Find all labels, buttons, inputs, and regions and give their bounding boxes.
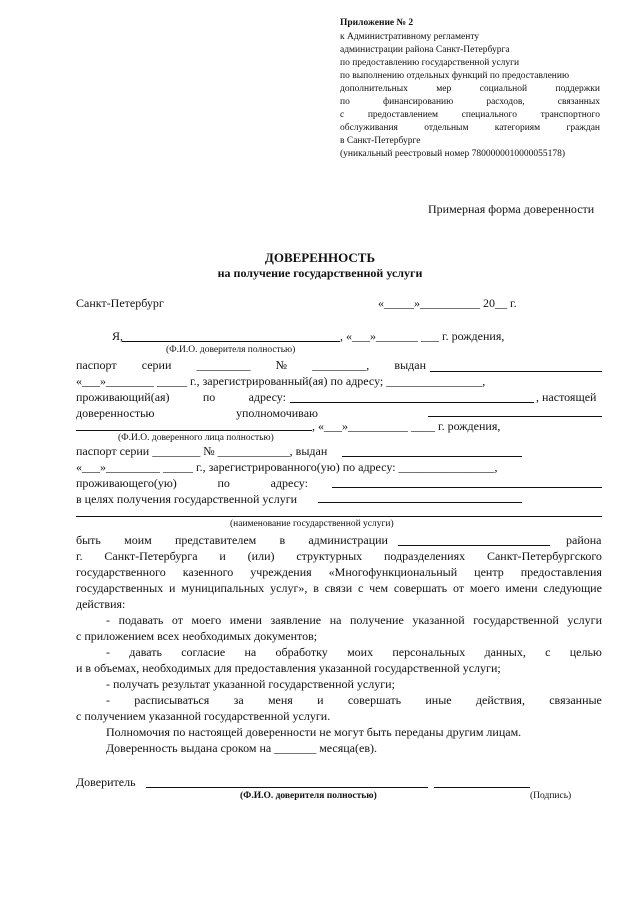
word: финансированию bbox=[382, 97, 454, 107]
word: в bbox=[279, 533, 286, 547]
word: и bbox=[219, 549, 226, 563]
word: быть bbox=[76, 533, 101, 547]
word: Санкт-Петербургского bbox=[486, 549, 602, 563]
appendix-line: по выполнению отдельных функций по предоставлению bbox=[340, 71, 570, 81]
paragraph-line bbox=[76, 550, 602, 562]
purpose-line[interactable] bbox=[318, 502, 522, 503]
word: целью bbox=[569, 645, 602, 659]
agent-name-line[interactable] bbox=[76, 430, 312, 431]
word: муниципальных bbox=[181, 581, 265, 595]
word: серии bbox=[141, 358, 172, 372]
word: администрации bbox=[308, 533, 388, 547]
word: согласие bbox=[181, 645, 226, 659]
agent-passport-issuer-line[interactable] bbox=[342, 456, 522, 457]
paragraph-line bbox=[76, 582, 602, 594]
word: социальной bbox=[479, 84, 528, 94]
word: (или) bbox=[247, 549, 275, 563]
signature-name-line[interactable] bbox=[146, 787, 428, 788]
word: представителем bbox=[174, 533, 257, 547]
signature-sign-caption: (Подпись) bbox=[530, 791, 572, 801]
appendix-line: в Санкт-Петербурге bbox=[340, 136, 421, 146]
action-item-4-cont: с получением указанной государственной услуги. bbox=[76, 709, 331, 723]
word: персональных bbox=[392, 645, 466, 659]
word: за bbox=[233, 693, 244, 707]
agent-passport-row: паспорт серии ________ № ____________, выдан bbox=[76, 444, 328, 458]
authorize-line[interactable] bbox=[428, 416, 602, 417]
agent-residing-row bbox=[76, 477, 308, 489]
word: услуги bbox=[567, 613, 602, 627]
action-item-2 bbox=[106, 646, 602, 658]
representative-tail: района bbox=[566, 533, 602, 547]
agent-issued-row: «___»_________ _____ г., зарегистрированного(ую) по адресу: ________________, bbox=[76, 460, 498, 474]
document-subtitle: на получение государственной услуги bbox=[217, 266, 423, 280]
word: с bbox=[545, 645, 551, 659]
word: данных, bbox=[484, 645, 526, 659]
word: по bbox=[340, 97, 350, 107]
appendix-title: Приложение № 2 bbox=[340, 18, 414, 28]
word: от bbox=[171, 613, 183, 627]
word: - bbox=[106, 645, 110, 659]
word: - bbox=[106, 693, 110, 707]
word: _________ bbox=[196, 358, 251, 372]
authorize-word-1: доверенностью bbox=[76, 406, 155, 420]
paragraph-end: действия: bbox=[76, 597, 126, 611]
word: предоставлением bbox=[367, 110, 439, 120]
word: давать bbox=[129, 645, 162, 659]
word: иные bbox=[425, 693, 452, 707]
word: подавать bbox=[118, 613, 164, 627]
representative-row bbox=[76, 534, 388, 546]
word: _________, bbox=[312, 358, 370, 372]
word: транспортного bbox=[540, 110, 600, 120]
word: моего bbox=[191, 613, 222, 627]
word: «Многофункциональный bbox=[328, 565, 458, 579]
city: Санкт-Петербург bbox=[76, 296, 164, 310]
principal-residing-tail: , настоящей bbox=[536, 390, 597, 404]
word: и bbox=[317, 693, 324, 707]
word: отдельным bbox=[424, 123, 469, 133]
word: дополнительных bbox=[340, 84, 408, 94]
word: государственного bbox=[76, 565, 166, 579]
word: подразделениях bbox=[383, 549, 466, 563]
appendix-line: администрации района Санкт-Петербурга bbox=[340, 45, 510, 55]
word: имени bbox=[229, 613, 262, 627]
word: совершать bbox=[347, 693, 402, 707]
word: с bbox=[358, 581, 364, 595]
principal-i-label: Я, bbox=[112, 329, 124, 343]
word: связанные bbox=[549, 693, 602, 707]
word: по bbox=[217, 476, 230, 490]
word: проживающий(ая) bbox=[76, 390, 170, 404]
appendix-line bbox=[340, 85, 600, 95]
powers-note: Полномочия по настоящей доверенности не могут быть переданы другим лицам. bbox=[106, 725, 522, 739]
word: адресу: bbox=[248, 390, 286, 404]
administration-line[interactable] bbox=[398, 545, 550, 546]
word: с bbox=[340, 110, 345, 120]
word: паспорт bbox=[76, 358, 117, 372]
appendix-registry-number: (уникальный реестровый номер 7800000010000055178) bbox=[340, 149, 566, 159]
term-note: Доверенность выдана сроком на _______ месяца(ев). bbox=[106, 741, 377, 755]
date-line: «_____»__________ 20__ г. bbox=[378, 296, 517, 310]
service-name-caption: (наименование государственной услуги) bbox=[230, 519, 394, 529]
word: обработку bbox=[275, 645, 328, 659]
word: расписываться bbox=[134, 693, 210, 707]
word: г. bbox=[76, 549, 83, 563]
word: Санкт-Петербурга bbox=[104, 549, 198, 563]
word: в bbox=[313, 581, 319, 595]
action-item-1 bbox=[106, 614, 602, 626]
word: по bbox=[202, 390, 216, 404]
word: указанной bbox=[412, 613, 465, 627]
word: имени bbox=[505, 581, 538, 595]
appendix-line: к Административному регламенту bbox=[340, 32, 480, 42]
action-item-2-cont: и в объемах, необходимых для предоставления указанной государственной услуги; bbox=[76, 661, 501, 675]
action-item-4 bbox=[106, 694, 602, 706]
form-type-label: Примерная форма доверенности bbox=[428, 202, 595, 216]
appendix-line bbox=[340, 98, 600, 108]
word: специального bbox=[461, 110, 517, 120]
word: совершать bbox=[393, 581, 448, 595]
principal-passport-row bbox=[76, 359, 426, 371]
word: категориям bbox=[494, 123, 541, 133]
word: - bbox=[106, 613, 110, 627]
appendix-line bbox=[340, 124, 600, 134]
word: заявление bbox=[270, 613, 322, 627]
word: на bbox=[329, 613, 342, 627]
word: расходов, bbox=[486, 97, 525, 107]
signature-name-caption: (Ф.И.О. доверителя полностью) bbox=[240, 791, 377, 801]
signature-sign-line[interactable] bbox=[434, 787, 530, 788]
principal-passport-issuer-line[interactable] bbox=[430, 371, 602, 372]
document-title: ДОВЕРЕННОСТЬ bbox=[264, 250, 376, 265]
service-name-line[interactable] bbox=[76, 516, 602, 517]
word: моего bbox=[469, 581, 500, 595]
word: связи bbox=[324, 581, 353, 595]
word: предоставления bbox=[520, 565, 602, 579]
principal-residing-row bbox=[76, 391, 286, 403]
word: моих bbox=[347, 645, 374, 659]
word: обслуживания bbox=[340, 123, 398, 133]
word: следующие bbox=[543, 581, 602, 595]
principal-issued-row: «___»________ _____ г., зарегистрированный(ая) по адресу; ________________, bbox=[76, 374, 486, 388]
word: граждан bbox=[566, 123, 600, 133]
purpose-label: в целях получения государственной услуги bbox=[76, 492, 298, 506]
word: выдан bbox=[394, 358, 426, 372]
paragraph-line bbox=[76, 566, 602, 578]
word: государственной bbox=[473, 613, 559, 627]
action-item-3: - получать результат указанной государственной услуги; bbox=[106, 677, 395, 691]
principal-birth-date: , «___»_______ ___ г. рождения, bbox=[340, 329, 505, 343]
word: мер bbox=[436, 84, 452, 94]
word: центр bbox=[474, 565, 504, 579]
appendix-line bbox=[340, 111, 600, 121]
agent-name-caption: (Ф.И.О. доверенного лица полностью) bbox=[118, 433, 274, 443]
word: № bbox=[275, 358, 288, 372]
word: казенного bbox=[182, 565, 234, 579]
word: моим bbox=[124, 533, 152, 547]
word: проживающего(ую) bbox=[76, 476, 177, 490]
word: адресу: bbox=[270, 476, 308, 490]
word: услуг», bbox=[270, 581, 308, 595]
word: получение bbox=[350, 613, 404, 627]
word: и bbox=[168, 581, 176, 595]
word: государственных bbox=[76, 581, 164, 595]
word: от bbox=[452, 581, 465, 595]
word: поддержки bbox=[555, 84, 600, 94]
appendix-line: по предоставлению государственной услуги bbox=[340, 58, 520, 68]
word: связанных bbox=[557, 97, 600, 107]
authorize-word-2: уполномочиваю bbox=[236, 406, 318, 420]
agent-address-line[interactable] bbox=[332, 487, 602, 488]
principal-address-line[interactable] bbox=[290, 402, 534, 403]
agent-birth-date: , «___»__________ ____ г. рождения, bbox=[312, 419, 501, 433]
word: структурных bbox=[296, 549, 363, 563]
word: чем bbox=[369, 581, 389, 595]
word: учреждения bbox=[250, 565, 312, 579]
action-item-1-cont: с приложением всех необходимых документов; bbox=[76, 629, 318, 643]
word: меня bbox=[267, 693, 293, 707]
principal-name-line[interactable] bbox=[122, 341, 340, 342]
signature-label: Доверитель bbox=[76, 775, 136, 789]
word: на bbox=[244, 645, 257, 659]
principal-name-caption: (Ф.И.О. доверителя полностью) bbox=[166, 345, 296, 355]
word: действия, bbox=[475, 693, 525, 707]
